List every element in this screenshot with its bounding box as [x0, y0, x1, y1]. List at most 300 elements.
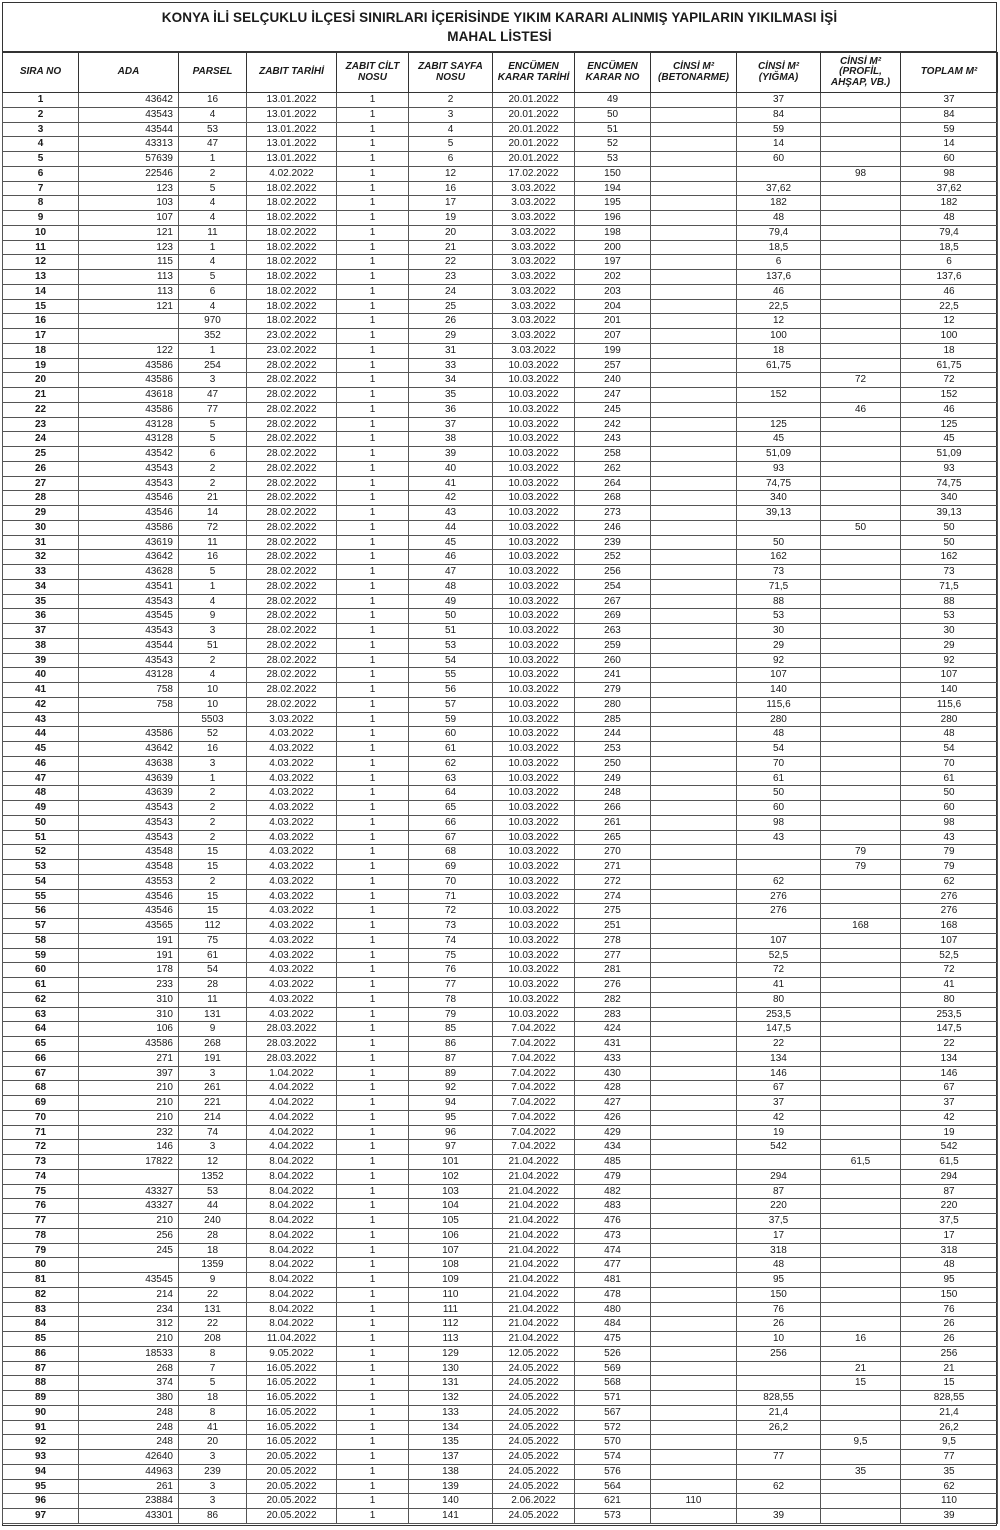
- cell-zabit-tarihi: 23.02.2022: [247, 343, 337, 358]
- cell-parsel: 52: [179, 727, 247, 742]
- cell-zabit-cilt: 1: [337, 594, 409, 609]
- cell-parsel: 352: [179, 329, 247, 344]
- cell-parsel: 3: [179, 624, 247, 639]
- cell-yigma: 107: [737, 668, 821, 683]
- cell-betonarme: [651, 919, 737, 934]
- cell-profil: [821, 1140, 901, 1155]
- cell-ada: 214: [79, 1287, 179, 1302]
- table-row: [3, 1302, 998, 1317]
- cell-toplam: 146: [901, 1066, 998, 1081]
- cell-toplam: 30: [901, 624, 998, 639]
- cell-zabit-tarihi: 4.03.2022: [247, 786, 337, 801]
- cell-profil: [821, 727, 901, 742]
- cell-parsel: 4: [179, 107, 247, 122]
- cell-profil: [821, 1287, 901, 1302]
- cell-profil: [821, 579, 901, 594]
- cell-parsel: 18: [179, 1243, 247, 1258]
- cell-parsel: 10: [179, 697, 247, 712]
- cell-yigma: 74,75: [737, 476, 821, 491]
- cell-ada: 210: [79, 1332, 179, 1347]
- table-row: [3, 771, 998, 786]
- table-row: [3, 1051, 998, 1066]
- cell-zabit-cilt: 1: [337, 432, 409, 447]
- cell-betonarme: [651, 978, 737, 993]
- cell-sira-no: 63: [3, 1007, 79, 1022]
- cell-encumen-tarih: 10.03.2022: [493, 801, 575, 816]
- cell-zabit-sayfa: 3: [409, 107, 493, 122]
- cell-encumen-no: 564: [575, 1479, 651, 1494]
- cell-ada: 122: [79, 343, 179, 358]
- cell-zabit-tarihi: 28.02.2022: [247, 520, 337, 535]
- cell-zabit-tarihi: 4.03.2022: [247, 992, 337, 1007]
- cell-ada: 57639: [79, 152, 179, 167]
- cell-zabit-tarihi: 4.04.2022: [247, 1110, 337, 1125]
- cell-toplam: 115,6: [901, 697, 998, 712]
- cell-ada: 43543: [79, 653, 179, 668]
- cell-toplam: 19: [901, 1125, 998, 1140]
- cell-zabit-cilt: 1: [337, 1037, 409, 1052]
- cell-ada: 106: [79, 1022, 179, 1037]
- cell-zabit-cilt: 1: [337, 1228, 409, 1243]
- cell-profil: [821, 933, 901, 948]
- cell-parsel: 22: [179, 1317, 247, 1332]
- cell-betonarme: [651, 801, 737, 816]
- cell-zabit-cilt: 1: [337, 948, 409, 963]
- cell-betonarme: [651, 609, 737, 624]
- cell-toplam: 22: [901, 1037, 998, 1052]
- cell-zabit-sayfa: 69: [409, 860, 493, 875]
- cell-ada: 113: [79, 284, 179, 299]
- cell-encumen-tarih: 10.03.2022: [493, 653, 575, 668]
- cell-sira-no: 45: [3, 742, 79, 757]
- cell-zabit-tarihi: 4.03.2022: [247, 727, 337, 742]
- cell-zabit-tarihi: 13.01.2022: [247, 152, 337, 167]
- cell-toplam: 72: [901, 373, 998, 388]
- cell-profil: [821, 137, 901, 152]
- cell-zabit-sayfa: 26: [409, 314, 493, 329]
- cell-encumen-tarih: 10.03.2022: [493, 963, 575, 978]
- cell-encumen-tarih: 10.03.2022: [493, 727, 575, 742]
- cell-yigma: 146: [737, 1066, 821, 1081]
- cell-yigma: 14: [737, 137, 821, 152]
- cell-encumen-no: 427: [575, 1096, 651, 1111]
- cell-encumen-tarih: 21.04.2022: [493, 1169, 575, 1184]
- cell-betonarme: [651, 343, 737, 358]
- cell-parsel: 191: [179, 1051, 247, 1066]
- cell-toplam: 73: [901, 565, 998, 580]
- cell-encumen-no: 242: [575, 417, 651, 432]
- cell-toplam: 53: [901, 609, 998, 624]
- cell-parsel: 75: [179, 933, 247, 948]
- cell-zabit-sayfa: 39: [409, 447, 493, 462]
- cell-profil: [821, 609, 901, 624]
- cell-encumen-tarih: 3.03.2022: [493, 255, 575, 270]
- cell-yigma: 61: [737, 771, 821, 786]
- cell-sira-no: 40: [3, 668, 79, 683]
- cell-ada: 43301: [79, 1509, 179, 1524]
- column-header: ZABIT CİLT NOSU: [337, 53, 409, 93]
- cell-zabit-cilt: 1: [337, 1066, 409, 1081]
- cell-profil: [821, 1228, 901, 1243]
- cell-profil: [821, 1051, 901, 1066]
- cell-betonarme: [651, 594, 737, 609]
- cell-yigma: 22: [737, 1037, 821, 1052]
- cell-zabit-tarihi: 4.03.2022: [247, 978, 337, 993]
- cell-zabit-cilt: 1: [337, 756, 409, 771]
- cell-ada: 43586: [79, 727, 179, 742]
- cell-zabit-sayfa: 65: [409, 801, 493, 816]
- cell-betonarme: [651, 1376, 737, 1391]
- cell-encumen-no: 480: [575, 1302, 651, 1317]
- cell-encumen-no: 572: [575, 1420, 651, 1435]
- table-row: [3, 1214, 998, 1229]
- cell-zabit-sayfa: 24: [409, 284, 493, 299]
- cell-profil: [821, 506, 901, 521]
- cell-zabit-sayfa: 54: [409, 653, 493, 668]
- cell-yigma: [737, 860, 821, 875]
- cell-parsel: 221: [179, 1096, 247, 1111]
- cell-sira-no: 70: [3, 1110, 79, 1125]
- cell-profil: [821, 1214, 901, 1229]
- cell-betonarme: [651, 1317, 737, 1332]
- cell-parsel: 47: [179, 388, 247, 403]
- cell-profil: [821, 122, 901, 137]
- cell-yigma: 276: [737, 889, 821, 904]
- table-row: [3, 919, 998, 934]
- cell-ada: 121: [79, 299, 179, 314]
- cell-encumen-tarih: 21.04.2022: [493, 1243, 575, 1258]
- cell-betonarme: [651, 1420, 737, 1435]
- cell-zabit-tarihi: 28.02.2022: [247, 402, 337, 417]
- cell-yigma: 6: [737, 255, 821, 270]
- table-row: [3, 1037, 998, 1052]
- cell-yigma: 37: [737, 93, 821, 108]
- title-block: [3, 3, 996, 52]
- cell-encumen-no: 428: [575, 1081, 651, 1096]
- cell-encumen-tarih: 10.03.2022: [493, 874, 575, 889]
- cell-zabit-sayfa: 23: [409, 270, 493, 285]
- table-row: [3, 506, 998, 521]
- cell-parsel: 3: [179, 1066, 247, 1081]
- cell-encumen-no: 282: [575, 992, 651, 1007]
- cell-betonarme: [651, 565, 737, 580]
- cell-parsel: 41: [179, 1420, 247, 1435]
- table-row: [3, 1125, 998, 1140]
- cell-betonarme: [651, 225, 737, 240]
- cell-betonarme: [651, 432, 737, 447]
- cell-zabit-sayfa: 66: [409, 815, 493, 830]
- cell-zabit-tarihi: 28.02.2022: [247, 417, 337, 432]
- cell-ada: 312: [79, 1317, 179, 1332]
- cell-encumen-no: 275: [575, 904, 651, 919]
- cell-zabit-sayfa: 29: [409, 329, 493, 344]
- cell-parsel: 2: [179, 830, 247, 845]
- cell-encumen-tarih: 10.03.2022: [493, 550, 575, 565]
- cell-profil: [821, 535, 901, 550]
- cell-encumen-no: 478: [575, 1287, 651, 1302]
- cell-betonarme: [651, 933, 737, 948]
- cell-profil: 35: [821, 1464, 901, 1479]
- table-row: [3, 107, 998, 122]
- cell-yigma: 115,6: [737, 697, 821, 712]
- cell-zabit-tarihi: 8.04.2022: [247, 1184, 337, 1199]
- cell-betonarme: [651, 137, 737, 152]
- cell-zabit-cilt: 1: [337, 1184, 409, 1199]
- cell-parsel: 28: [179, 1228, 247, 1243]
- table-row: [3, 152, 998, 167]
- cell-sira-no: 71: [3, 1125, 79, 1140]
- cell-profil: [821, 550, 901, 565]
- cell-sira-no: 36: [3, 609, 79, 624]
- table-row: [3, 830, 998, 845]
- cell-zabit-tarihi: 8.04.2022: [247, 1214, 337, 1229]
- cell-toplam: 39,13: [901, 506, 998, 521]
- cell-zabit-tarihi: 8.04.2022: [247, 1169, 337, 1184]
- cell-profil: [821, 432, 901, 447]
- cell-parsel: 9: [179, 1022, 247, 1037]
- cell-encumen-tarih: 10.03.2022: [493, 594, 575, 609]
- cell-parsel: 6: [179, 284, 247, 299]
- cell-zabit-sayfa: 94: [409, 1096, 493, 1111]
- cell-zabit-tarihi: 4.03.2022: [247, 919, 337, 934]
- cell-encumen-no: 273: [575, 506, 651, 521]
- table-row: [3, 1022, 998, 1037]
- column-header: PARSEL: [179, 53, 247, 93]
- cell-betonarme: [651, 1273, 737, 1288]
- cell-profil: [821, 756, 901, 771]
- cell-zabit-sayfa: 103: [409, 1184, 493, 1199]
- cell-sira-no: 35: [3, 594, 79, 609]
- table-row: [3, 166, 998, 181]
- table-row: [3, 476, 998, 491]
- cell-ada: 210: [79, 1096, 179, 1111]
- table-row: [3, 211, 998, 226]
- cell-yigma: 21,4: [737, 1405, 821, 1420]
- cell-ada: 310: [79, 1007, 179, 1022]
- cell-encumen-tarih: 10.03.2022: [493, 432, 575, 447]
- cell-parsel: 15: [179, 889, 247, 904]
- cell-encumen-tarih: 3.03.2022: [493, 196, 575, 211]
- cell-parsel: 16: [179, 550, 247, 565]
- cell-toplam: 26,2: [901, 1420, 998, 1435]
- document-subtitle: MAHAL LİSTESİ: [447, 29, 552, 44]
- cell-ada: 380: [79, 1391, 179, 1406]
- cell-zabit-sayfa: 34: [409, 373, 493, 388]
- cell-encumen-no: 246: [575, 520, 651, 535]
- cell-yigma: 79,4: [737, 225, 821, 240]
- cell-encumen-tarih: 24.05.2022: [493, 1479, 575, 1494]
- cell-sira-no: 56: [3, 904, 79, 919]
- cell-encumen-tarih: 10.03.2022: [493, 668, 575, 683]
- cell-encumen-no: 426: [575, 1110, 651, 1125]
- cell-zabit-cilt: 1: [337, 1435, 409, 1450]
- cell-zabit-tarihi: 28.03.2022: [247, 1037, 337, 1052]
- table-row: [3, 948, 998, 963]
- cell-yigma: 37: [737, 1096, 821, 1111]
- cell-toplam: 61: [901, 771, 998, 786]
- cell-zabit-sayfa: 138: [409, 1464, 493, 1479]
- cell-zabit-tarihi: 28.02.2022: [247, 373, 337, 388]
- cell-ada: 758: [79, 683, 179, 698]
- cell-toplam: 48: [901, 1258, 998, 1273]
- cell-yigma: 10: [737, 1332, 821, 1347]
- cell-ada: 191: [79, 948, 179, 963]
- cell-encumen-no: 621: [575, 1494, 651, 1509]
- cell-parsel: 12: [179, 1155, 247, 1170]
- cell-sira-no: 59: [3, 948, 79, 963]
- cell-ada: 43628: [79, 565, 179, 580]
- cell-zabit-tarihi: 18.02.2022: [247, 270, 337, 285]
- cell-zabit-cilt: 1: [337, 565, 409, 580]
- document-title: KONYA İLİ SELÇUKLU İLÇESİ SINIRLARI İÇERİSİNDE YIKIM KARARI ALINMIŞ YAPILARIN YIKILMASI İŞİ: [161, 10, 838, 25]
- cell-zabit-sayfa: 62: [409, 756, 493, 771]
- cell-zabit-cilt: 1: [337, 1376, 409, 1391]
- cell-zabit-sayfa: 55: [409, 668, 493, 683]
- cell-encumen-tarih: 10.03.2022: [493, 889, 575, 904]
- cell-encumen-no: 247: [575, 388, 651, 403]
- cell-yigma: [737, 1494, 821, 1509]
- cell-ada: 397: [79, 1066, 179, 1081]
- cell-toplam: 107: [901, 668, 998, 683]
- cell-zabit-tarihi: 16.05.2022: [247, 1405, 337, 1420]
- cell-zabit-sayfa: 131: [409, 1376, 493, 1391]
- cell-zabit-tarihi: 28.02.2022: [247, 432, 337, 447]
- cell-zabit-tarihi: 28.03.2022: [247, 1051, 337, 1066]
- cell-toplam: 48: [901, 727, 998, 742]
- document-sheet: [2, 2, 997, 1526]
- cell-parsel: 261: [179, 1081, 247, 1096]
- cell-betonarme: [651, 668, 737, 683]
- cell-zabit-cilt: 1: [337, 343, 409, 358]
- cell-parsel: 11: [179, 535, 247, 550]
- table-row: [3, 874, 998, 889]
- cell-zabit-cilt: 1: [337, 697, 409, 712]
- cell-parsel: 2: [179, 801, 247, 816]
- cell-yigma: 280: [737, 712, 821, 727]
- cell-zabit-cilt: 1: [337, 1302, 409, 1317]
- cell-encumen-tarih: 10.03.2022: [493, 638, 575, 653]
- cell-betonarme: [651, 255, 737, 270]
- table-row: [3, 1096, 998, 1111]
- cell-profil: 79: [821, 860, 901, 875]
- cell-zabit-cilt: 1: [337, 535, 409, 550]
- cell-betonarme: [651, 388, 737, 403]
- cell-yigma: 88: [737, 594, 821, 609]
- cell-ada: 43619: [79, 535, 179, 550]
- cell-zabit-cilt: 1: [337, 1258, 409, 1273]
- cell-profil: 16: [821, 1332, 901, 1347]
- cell-encumen-tarih: 24.05.2022: [493, 1464, 575, 1479]
- cell-profil: [821, 1081, 901, 1096]
- cell-profil: [821, 889, 901, 904]
- table-row: [3, 1140, 998, 1155]
- cell-toplam: 276: [901, 889, 998, 904]
- cell-profil: 61,5: [821, 1155, 901, 1170]
- cell-encumen-tarih: 10.03.2022: [493, 742, 575, 757]
- cell-encumen-no: 475: [575, 1332, 651, 1347]
- cell-yigma: 41: [737, 978, 821, 993]
- cell-toplam: 137,6: [901, 270, 998, 285]
- cell-toplam: 93: [901, 461, 998, 476]
- cell-sira-no: 82: [3, 1287, 79, 1302]
- cell-zabit-tarihi: 13.01.2022: [247, 137, 337, 152]
- cell-zabit-cilt: 1: [337, 1169, 409, 1184]
- cell-betonarme: [651, 240, 737, 255]
- table-row: [3, 815, 998, 830]
- cell-parsel: 131: [179, 1007, 247, 1022]
- cell-toplam: 60: [901, 152, 998, 167]
- cell-zabit-cilt: 1: [337, 211, 409, 226]
- cell-zabit-tarihi: 4.03.2022: [247, 948, 337, 963]
- cell-encumen-tarih: 24.05.2022: [493, 1361, 575, 1376]
- cell-zabit-cilt: 1: [337, 1110, 409, 1125]
- cell-sira-no: 5: [3, 152, 79, 167]
- cell-profil: [821, 683, 901, 698]
- cell-profil: [821, 948, 901, 963]
- cell-profil: [821, 624, 901, 639]
- cell-zabit-cilt: 1: [337, 874, 409, 889]
- cell-sira-no: 46: [3, 756, 79, 771]
- cell-betonarme: [651, 152, 737, 167]
- cell-encumen-no: 250: [575, 756, 651, 771]
- cell-sira-no: 12: [3, 255, 79, 270]
- cell-encumen-no: 281: [575, 963, 651, 978]
- cell-zabit-sayfa: 5: [409, 137, 493, 152]
- cell-ada: [79, 1169, 179, 1184]
- cell-toplam: 37,5: [901, 1214, 998, 1229]
- cell-encumen-tarih: 10.03.2022: [493, 506, 575, 521]
- cell-betonarme: [651, 1287, 737, 1302]
- cell-zabit-tarihi: 4.04.2022: [247, 1140, 337, 1155]
- cell-zabit-tarihi: 16.05.2022: [247, 1361, 337, 1376]
- cell-betonarme: [651, 579, 737, 594]
- cell-zabit-tarihi: 4.03.2022: [247, 963, 337, 978]
- cell-zabit-cilt: 1: [337, 933, 409, 948]
- cell-zabit-tarihi: 4.03.2022: [247, 845, 337, 860]
- cell-parsel: 8: [179, 1405, 247, 1420]
- cell-zabit-tarihi: 4.04.2022: [247, 1125, 337, 1140]
- table-row: [3, 609, 998, 624]
- cell-parsel: 3: [179, 1140, 247, 1155]
- cell-ada: 43543: [79, 594, 179, 609]
- cell-encumen-tarih: 10.03.2022: [493, 373, 575, 388]
- cell-toplam: 15: [901, 1376, 998, 1391]
- cell-ada: 232: [79, 1125, 179, 1140]
- table-row: [3, 683, 998, 698]
- cell-sira-no: 81: [3, 1273, 79, 1288]
- cell-zabit-cilt: 1: [337, 801, 409, 816]
- cell-sira-no: 97: [3, 1509, 79, 1524]
- cell-betonarme: [651, 742, 737, 757]
- cell-ada: 43642: [79, 550, 179, 565]
- table-body: [3, 93, 998, 1524]
- cell-betonarme: [651, 845, 737, 860]
- cell-parsel: 5: [179, 1376, 247, 1391]
- cell-yigma: 26: [737, 1317, 821, 1332]
- cell-encumen-tarih: 24.05.2022: [493, 1420, 575, 1435]
- cell-profil: 9,5: [821, 1435, 901, 1450]
- cell-encumen-no: 51: [575, 122, 651, 137]
- cell-profil: [821, 1258, 901, 1273]
- cell-profil: [821, 594, 901, 609]
- cell-zabit-sayfa: 79: [409, 1007, 493, 1022]
- cell-betonarme: [651, 638, 737, 653]
- cell-toplam: 79: [901, 845, 998, 860]
- cell-ada: 245: [79, 1243, 179, 1258]
- cell-sira-no: 3: [3, 122, 79, 137]
- cell-ada: 271: [79, 1051, 179, 1066]
- table-row: [3, 358, 998, 373]
